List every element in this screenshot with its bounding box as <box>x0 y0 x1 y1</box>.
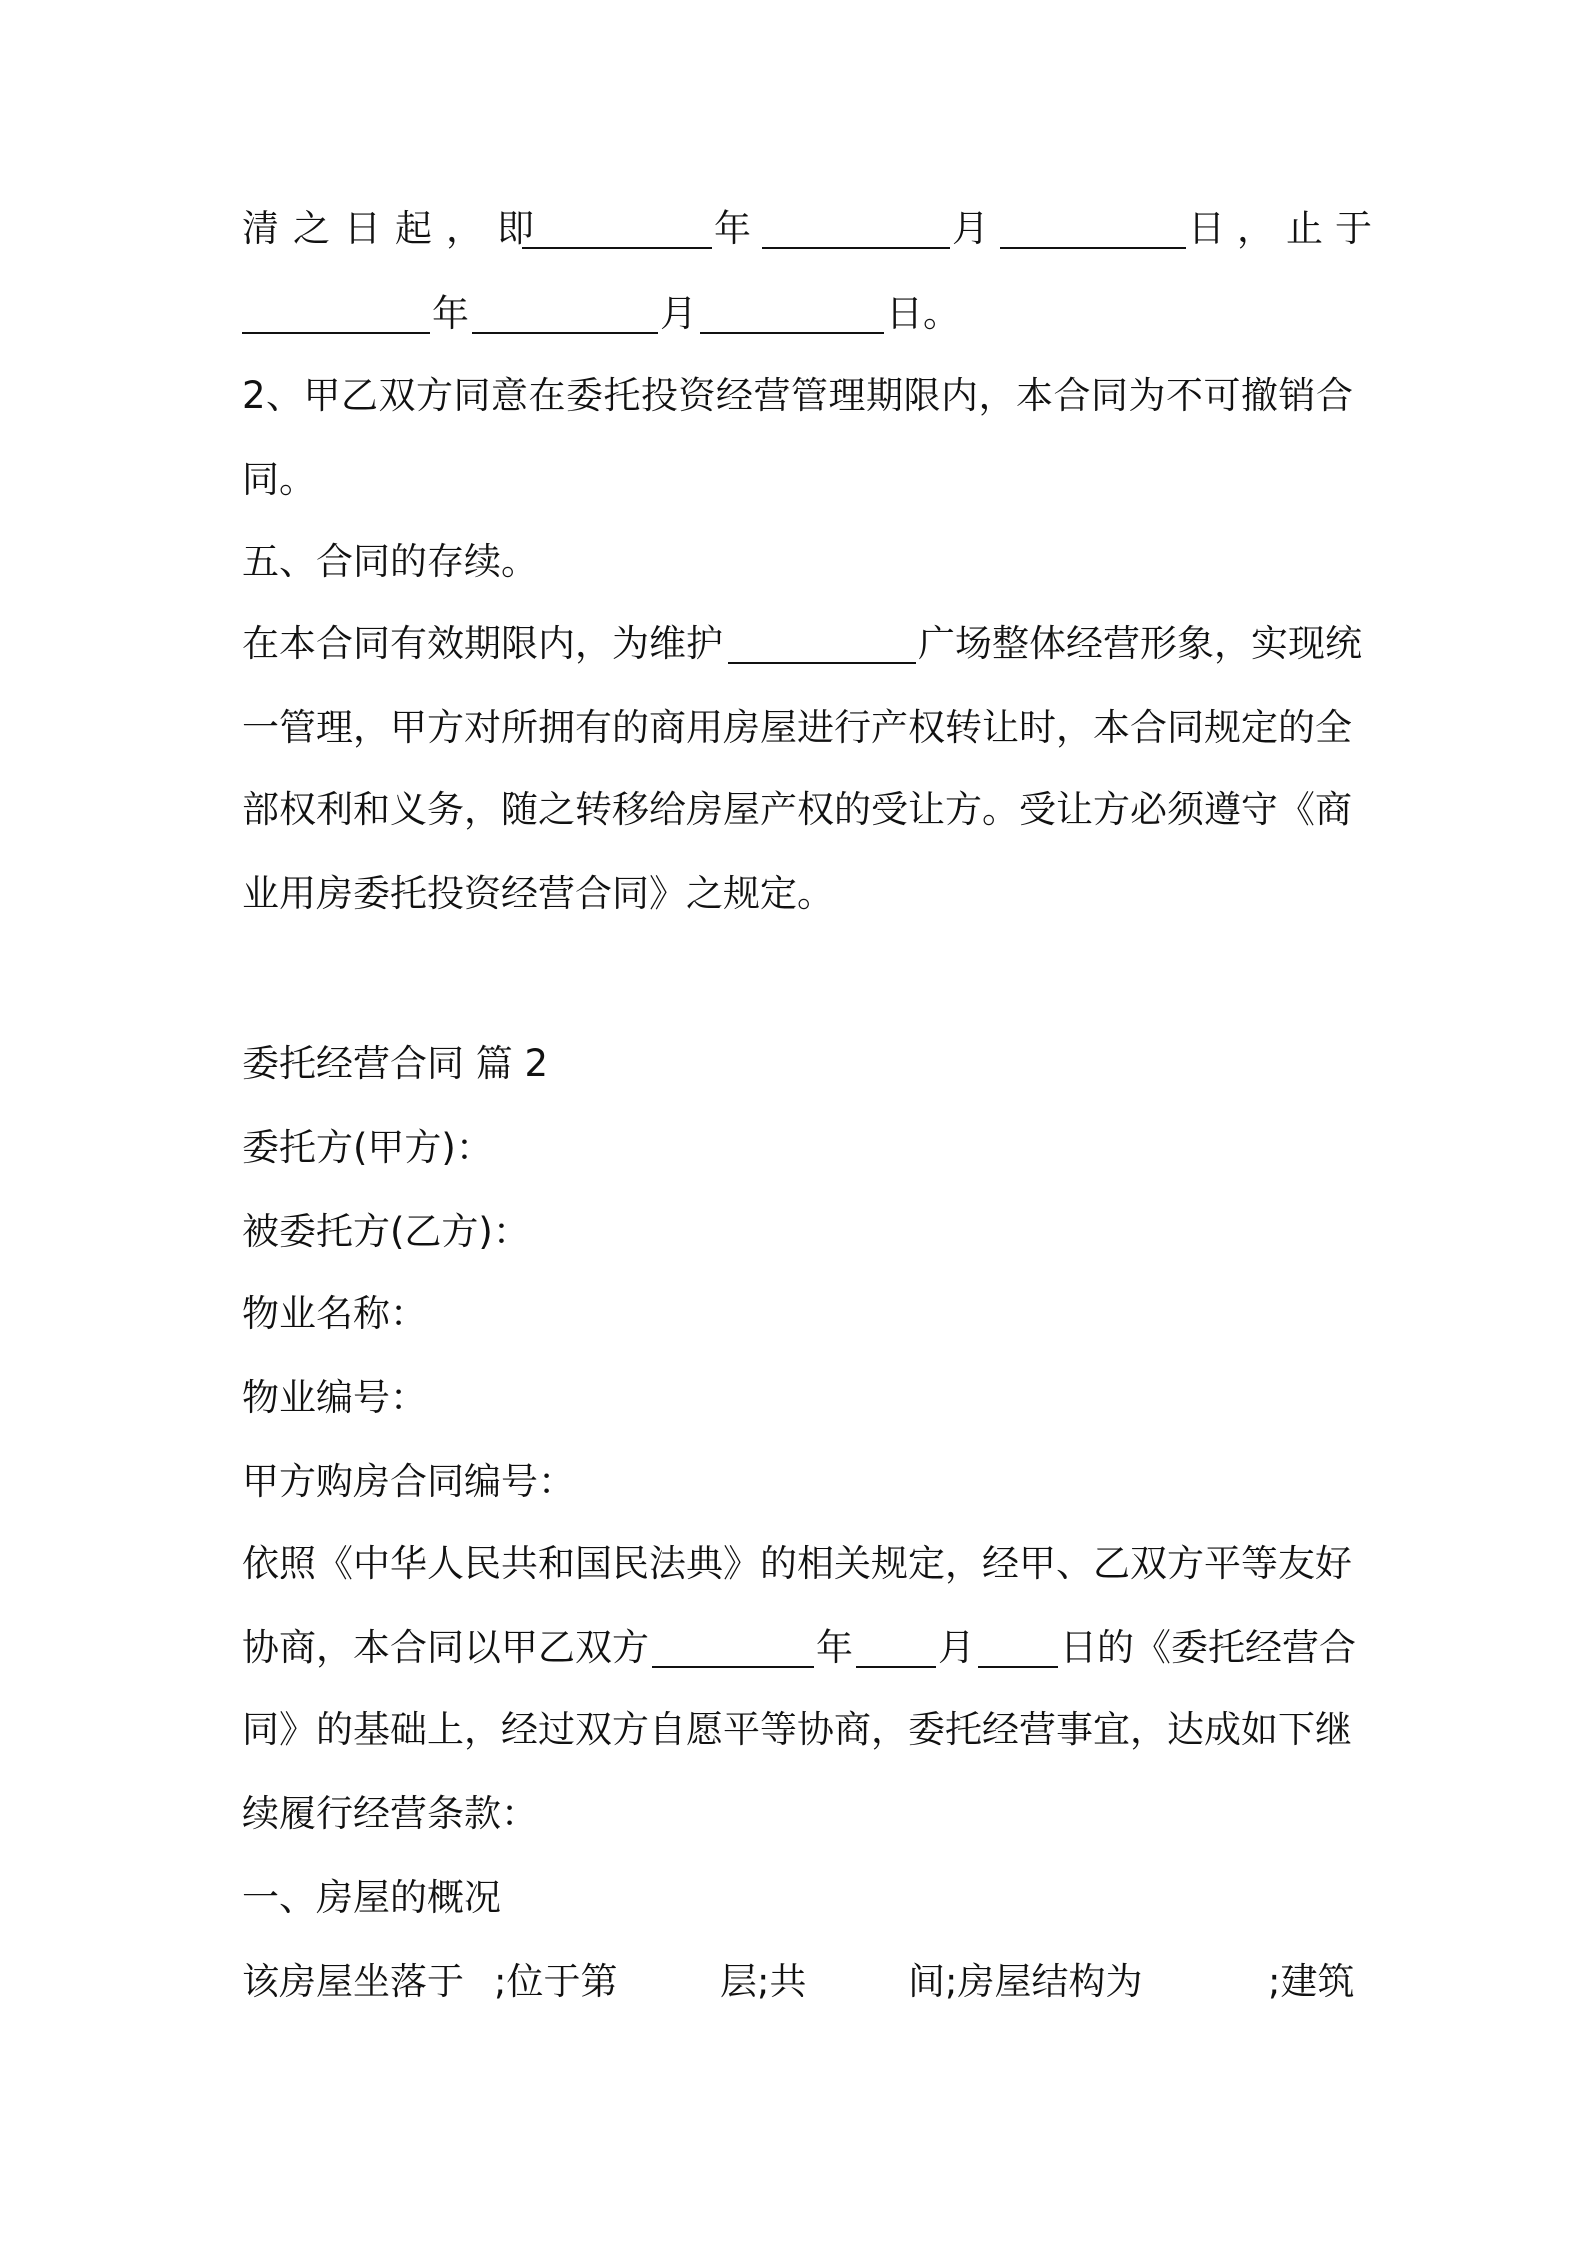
intro-line-1: 依照《中华人民共和国民法典》的相关规定，经甲、乙双方平等友好 <box>242 1542 1352 1585</box>
house-text-rooms: 层;共 <box>720 1960 807 2003</box>
contract-2-title: 委托经营合同 篇 2 <box>242 1042 549 1085</box>
intro-line-2 <box>242 1624 1358 1672</box>
term-start-line <box>242 205 1384 253</box>
continuity-para-line-3: 部权利和义务，随之转移给房屋产权的受让方。受让方必须遵守《商 <box>242 788 1352 831</box>
day-blank <box>1000 213 1186 249</box>
end-day-label: 日。 <box>886 292 960 335</box>
term-text-year: 年 <box>714 207 751 250</box>
intro-month-label: 月 <box>938 1626 975 1669</box>
end-year-label: 年 <box>432 292 469 335</box>
intro-year-label: 年 <box>816 1626 853 1669</box>
plaza-name-blank <box>728 628 916 664</box>
property-number-label: 物业编号： <box>242 1376 427 1419</box>
clause-2-line-2: 同。 <box>242 458 316 501</box>
continuity-para-line-4: 业用房委托投资经营合同》之规定。 <box>242 872 834 915</box>
term-text-end: 日，止于 <box>1188 207 1384 250</box>
end-month-blank <box>472 298 658 334</box>
intro-line-3: 同》的基础上，经过双方自愿平等协商，委托经营事宜，达成如下继 <box>242 1708 1352 1751</box>
property-name-label: 物业名称： <box>242 1292 427 1335</box>
clause-2-line-1: 2、甲乙双方同意在委托投资经营管理期限内，本合同为不可撤销合 <box>242 374 1354 417</box>
year-blank <box>522 213 712 249</box>
continuity-text-a: 在本合同有效期限内，为维护 <box>242 622 723 665</box>
term-text-start: 清之日起，即 <box>242 207 548 250</box>
party-b-label: 被委托方(乙方)： <box>242 1210 530 1253</box>
continuity-para-line-2: 一管理，甲方对所拥有的商用房屋进行产权转让时，本合同规定的全 <box>242 706 1352 749</box>
intro-text-a: 协商，本合同以甲乙双方 <box>242 1626 649 1669</box>
house-text-structure: 间;房屋结构为 <box>908 1960 1143 2003</box>
section-1-heading: 一、房屋的概况 <box>242 1876 501 1919</box>
section-5-heading: 五、合同的存续。 <box>242 540 538 583</box>
house-text-floor: ;位于第 <box>494 1960 618 2003</box>
term-end-line <box>242 290 1358 338</box>
intro-text-b: 日的《委托经营合 <box>1060 1626 1356 1669</box>
intro-line-4: 续履行经营条款： <box>242 1792 538 1835</box>
term-text-month: 月 <box>952 207 989 250</box>
end-day-blank <box>700 298 884 334</box>
end-year-blank <box>242 298 430 334</box>
intro-year-blank <box>652 1632 814 1668</box>
house-text-located: 该房屋坐落于 <box>242 1960 464 2003</box>
party-a-label: 委托方(甲方)： <box>242 1126 493 1169</box>
intro-day-blank <box>978 1632 1058 1668</box>
continuity-para-line-1 <box>242 620 1362 668</box>
purchase-contract-number-label: 甲方购房合同编号： <box>242 1460 575 1503</box>
end-month-label: 月 <box>660 292 697 335</box>
month-blank <box>762 213 950 249</box>
continuity-text-b: 广场整体经营形象，实现统 <box>918 622 1362 665</box>
house-location-line <box>242 1958 1358 2006</box>
house-text-building: ;建筑 <box>1268 1960 1355 2003</box>
intro-month-blank <box>856 1632 936 1668</box>
